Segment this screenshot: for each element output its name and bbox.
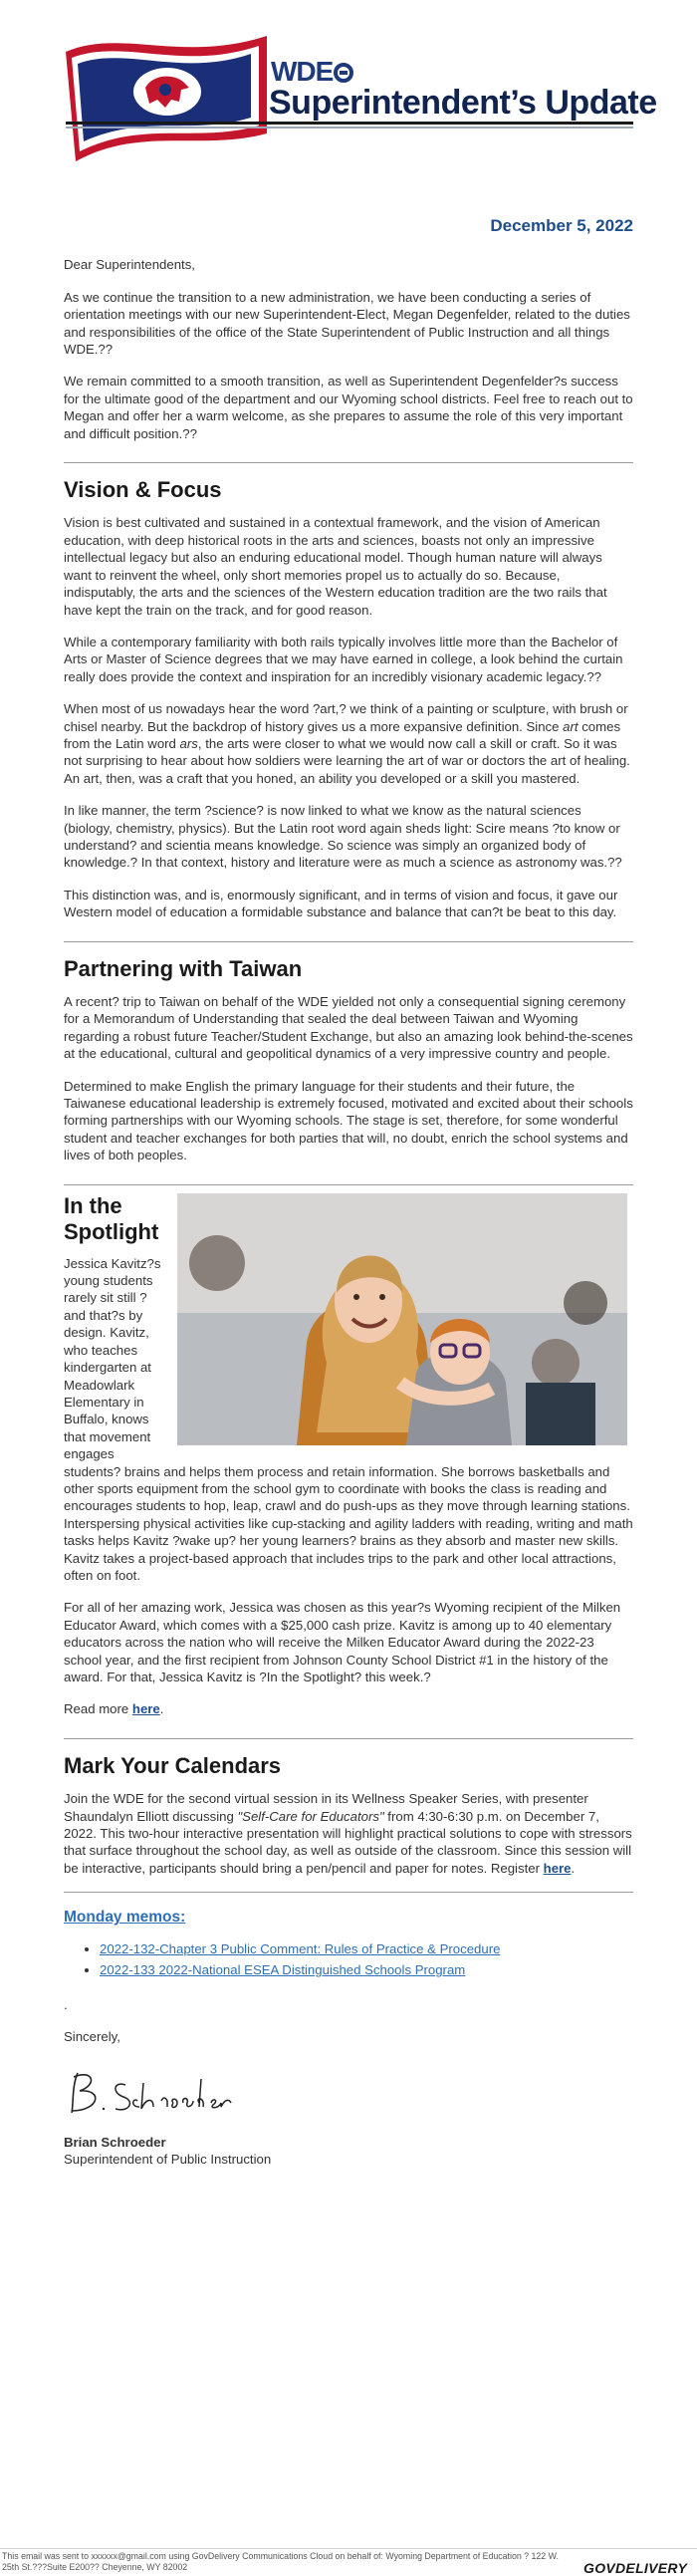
spacer-dot: . — [64, 1997, 68, 2013]
footer-text: This email was sent to xxxxxx@gmail.com using GovDelivery Communications Cloud on behalf of: Wyoming Department of Education ? 122 W. 25th St.???Suite E200?? Cheyenne, WY 82002 — [2, 2551, 559, 2572]
wyoming-flag-icon — [62, 30, 271, 179]
newsletter-header — [0, 0, 697, 189]
vision-paragraph-1: Vision is best cultivated and sustained in a contextual framework, and the vision of American education, with deep historical roots in the arts and sciences, boasts not only an impressive intellectual legacy but also an enduring educational model. Though human nature will always want to reinvent the wheel, only short memories propel us to actually do so. Because, indisputably, the arts and the sciences of the Western education tradition are the two rails that have kept the train on the track, and for good reason. — [64, 515, 607, 618]
memo-link-2022-132[interactable]: 2022-132-Chapter 3 Public Comment: Rules of Practice & Procedure — [100, 1940, 501, 1956]
title-underline-shadow — [66, 127, 633, 129]
memos-list — [64, 1940, 633, 1979]
sign-off: Sincerely, — [64, 2028, 120, 2044]
section-divider — [64, 941, 633, 942]
vision-paragraph-2: While a contemporary familiarity with both rails typically involves little more than the Bachelor of Arts or Master of Science degrees that we may have earned in college, a look behind the curtain really does provide the context and inspiration for an incredibly visionary academic legacy.?? — [64, 634, 623, 684]
signature — [64, 2067, 633, 2123]
taiwan-paragraph-2: Determined to make English the primary language for their students and their future, the Taiwanese educational leadership is extremely focused, motivated and excited about their schools forming partnerships with our Wyoming schools. The stage is set, therefore, for some wonderful student and teacher exchanges for both parties that will, no doubt, enrich the school systems and lives of both peoples. — [64, 1078, 633, 1163]
taiwan-heading: Partnering with Taiwan — [64, 955, 303, 981]
intro-paragraph-1: As we continue the transition to a new administration, we have been conducting a series of orientation meetings with our new Superintendent-Elect, Megan Degenfelder, related to the duties and responsibilities of the office of the State Superintendent of Public Instruction and all things WDE.?? — [64, 289, 630, 358]
list-item — [100, 1961, 633, 1978]
section-divider — [64, 1738, 633, 1739]
teacher-student-photo-icon — [177, 1193, 627, 1445]
footer-divider — [0, 2548, 697, 2549]
issue-date: December 5, 2022 — [490, 216, 633, 235]
spotlight-paragraph-2: For all of her amazing work, Jessica was chosen as this year?s Wyoming recipient of the Milken Educator Award, which comes with a $25,000 cash prize. Kavitz is among up to 40 elementary educators across the nation who will receive the Milken Educator Award during the 2022-23 school year, and the first recipient from Johnson County School District #1 in the history of the award. For that, Jessica Kavitz is ?In the Spotlight? this week.? — [64, 1600, 621, 1684]
spotlight-section — [64, 1193, 633, 1718]
signer-block — [64, 2134, 633, 2169]
section-divider — [64, 462, 633, 463]
vision-heading: Vision & Focus — [64, 477, 222, 503]
govdelivery-logo: GOVDELIVERY — [583, 2560, 688, 2576]
handwritten-signature-icon — [64, 2067, 253, 2119]
vision-paragraph-3: When most of us nowadays hear the word ?art,? we think of a painting or sculpture, with brush or chisel nearby. But the backdrop of history gives us a more expansive definition. Since art comes from the Latin word ars, the arts were closer to what we would now call a skill or craft. So it was not surprising to hear about how soldiers were learning the art of war or doctors the art of healing. An art, then, was a craft that you honed, an ability you developed or a skill you mastered. — [64, 701, 630, 786]
signer-role: Superintendent of Public Instruction — [64, 2152, 272, 2168]
vision-paragraph-5: This distinction was, and is, enormously significant, and in terms of vision and focus, it gave our Western model of education a formidable substance and balance that can?t be beat to this day. — [64, 887, 618, 920]
memo-link-2022-133[interactable]: 2022-133 2022-National ESEA Distinguished Schools Program — [100, 1962, 466, 1978]
spotlight-read-more-link[interactable]: here — [131, 1701, 160, 1717]
section-divider — [64, 1892, 633, 1893]
register-link[interactable]: here — [543, 1860, 572, 1876]
newsletter-title: Superintendent’s Update — [269, 84, 657, 122]
vision-paragraph-4: In like manner, the term ?science? is now linked to what we know as the natural sciences (biology, chemistry, physics). But the Latin root word again sheds light: Scire means ?to know or understand? and scientia means knowledge. So science was simply an organized body of knowledge.? In that context, history and literature were as much a science as astronomy was.?? — [64, 803, 622, 871]
spotlight-photo — [177, 1193, 627, 1445]
spotlight-read-more: Read more here. — [64, 1701, 164, 1717]
wde-logo-mark-icon — [334, 63, 353, 83]
intro-paragraph-2: We remain committed to a smooth transition, as well as Superintendent Degenfelder?s success for the ultimate good of the department and our Wyoming school districts. Feel free to reach out to Megan and offer her a warm welcome, as she prepares to assume the role of this very important and difficult position.?? — [64, 374, 633, 441]
greeting: Dear Superintendents, — [64, 257, 195, 273]
spotlight-paragraph-1: Jessica Kavitz?s young students rarely sit still ? and that?s by design. Kavitz, who teaches kindergarten at Meadowlark Elementary in Buffalo, knows that movement engages students? brains and helps them process and retain information. She borrows basketballs and other sports equipment from the school gym to coordinate with books the class is reading and encourages students to hop, leap, crawl and do push-ups as they move through learning stations. Interspersing physical activities like cup-stacking and agility ladders with reading, writing and math tasks helps Kavitz ?wake up? her young learners? brains as they absorb and master new skills. Kavitz takes a project-based approach that includes trips to the park and other local attractions, often on foot. — [64, 1255, 633, 1583]
calendars-heading: Mark Your Calendars — [64, 1752, 282, 1778]
title-underline — [66, 122, 633, 125]
signer-name: Brian Schroeder — [64, 2134, 166, 2150]
spotlight-heading: In the Spotlight — [64, 1192, 159, 1244]
taiwan-paragraph-1: A recent? trip to Taiwan on behalf of the WDE yielded not only a consequential signing ceremony for a Memorandum of Understanding that sealed the deal between Taiwan and Wyoming regarding a robust future Teacher/Student Exchange, but also an amazing look behind-the-scenes at the educational, cultural and geopolitical dynamics of a very impressive country and people. — [64, 994, 633, 1062]
memos-heading: Monday memos: — [64, 1909, 186, 1927]
section-divider — [64, 1184, 633, 1185]
list-item — [100, 1940, 633, 1957]
calendars-paragraph: Join the WDE for the second virtual session in its Wellness Speaker Series, with presenter Shaundalyn Elliott discussing "Self-Care for Educators" from 4:30-6:30 p.m. on December 7, 2022. This two-hour interactive presentation will highlight practical solutions to cope with stressors that surface throughout the school day, as well as outside of the classroom. Since this session will be interactive, participants should bring a pen/pencil and paper for notes. Register here. — [64, 1791, 632, 1876]
email-body — [64, 209, 633, 2169]
wde-logo: WDE — [271, 56, 353, 88]
